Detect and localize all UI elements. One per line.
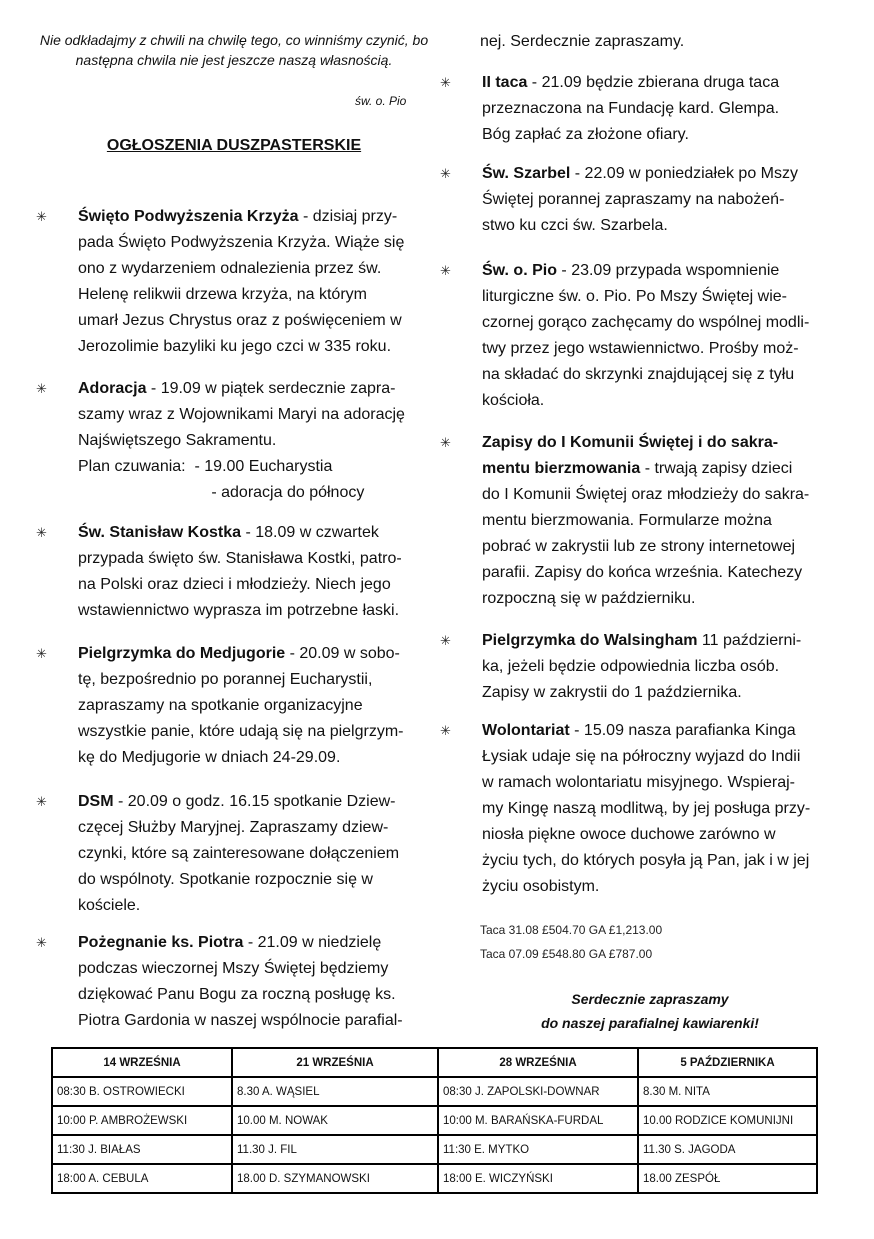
announcement-line: Helenę relikwii drzewa krzyża, na którym — [78, 286, 367, 303]
announcement-line: umarł Jezus Chrystus oraz z poświęceniem w — [78, 312, 402, 329]
announcement-line: - adoracja do północy — [78, 484, 365, 501]
bullet-icon: ✳ — [36, 525, 47, 540]
schedule-row — [52, 1135, 817, 1164]
announcement-line: Pożegnanie ks. Piotra - 21.09 w niedzielę — [78, 934, 382, 951]
schedule-table — [51, 1047, 818, 1194]
bullet-icon: ✳ — [440, 263, 451, 278]
announcement-line: II taca - 21.09 będzie zbierana druga taca — [482, 74, 780, 91]
schedule-cell: 11.30 S. JAGODA — [638, 1135, 817, 1164]
announcement-line: kościoła. — [482, 392, 545, 409]
announcement-line: Łysiak udaje się na półroczny wyjazd do Indii — [482, 748, 801, 765]
announcement-line: niosła piękne owoce duchowe zarówno w — [482, 826, 776, 843]
announcement-line: rozpoczną się w październiku. — [482, 590, 696, 607]
schedule-row — [52, 1077, 817, 1106]
announcement-line: życiu osobistym. — [482, 878, 600, 895]
schedule-row — [52, 1164, 817, 1193]
announcement-line: w ramach wolontariatu misyjnego. Wspieraj- — [482, 774, 795, 791]
schedule-cell: 11:30 E. MYTKO — [438, 1135, 638, 1164]
announcement-line: częcej Służby Maryjnej. Zapraszamy dziew- — [78, 819, 389, 836]
announcement-line: Św. Stanisław Kostka - 18.09 w czwartek — [78, 524, 379, 541]
announcement-line: liturgiczne św. o. Pio. Po Mszy Świętej wie- — [482, 288, 787, 305]
schedule-cell: 10:00 P. AMBROŻEWSKI — [52, 1106, 232, 1135]
invite-line-1: Serdecznie zapraszamy — [571, 991, 729, 1007]
announcement-line: pobrać w zakrystii lub ze strony internetowej — [482, 538, 796, 555]
schedule-cell: 18:00 E. WICZYŃSKI — [438, 1164, 638, 1193]
invite-line-2: do naszej parafialnej kawiarenki! — [541, 1015, 759, 1031]
announcement-line: wstawiennictwo wyprasza im potrzebne łaski. — [78, 602, 400, 619]
announcement-line: ono z wydarzeniem odnalezienia przez św. — [78, 260, 382, 277]
announcement-line: do wspólnoty. Spotkanie rozpocznie się w — [78, 871, 373, 888]
schedule-cell: 18:00 A. CEBULA — [52, 1164, 232, 1193]
schedule-cell: 11:30 J. BIAŁAS — [52, 1135, 232, 1164]
announcement-line: życiu tych, do których posyła ją Pan, jak i w jej — [482, 852, 810, 869]
announcement-line: DSM - 20.09 o godz. 16.15 spotkanie Dziew- — [78, 793, 396, 810]
announcement-line: Piotra Gardonia w naszej wspólnocie parafial- — [78, 1012, 403, 1029]
page-title: OGŁOSZENIA DUSZPASTERSKIE — [106, 137, 362, 154]
bullet-icon: ✳ — [36, 794, 47, 809]
right-top-line: nej. Serdecznie zapraszamy. — [480, 33, 685, 50]
announcement-line: Wolontariat - 15.09 nasza parafianka Kinga — [482, 722, 796, 739]
schedule-cell: 8.30 M. NITA — [638, 1077, 817, 1106]
schedule-cell: 11.30 J. FIL — [232, 1135, 438, 1164]
bullet-icon: ✳ — [36, 381, 47, 396]
announcement-line: szamy wraz z Wojownikami Maryi na adorację — [78, 406, 405, 423]
announcement-line: mentu bierzmowania - trwają zapisy dzieci — [482, 460, 793, 477]
bullet-icon: ✳ — [440, 435, 451, 450]
quote-text: Nie odkładajmy z chwili na chwilę tego, co winniśmy czynić, bo następna chwila nie jest jeszcze naszą własnością. — [39, 32, 429, 68]
schedule-header: 28 WRZEŚNIA — [438, 1048, 638, 1077]
announcement-line: Zapisy do I Komunii Świętej i do sakra- — [482, 434, 779, 451]
bullet-icon: ✳ — [440, 723, 451, 738]
announcement-line: czynki, które są zainteresowane dołączeniem — [78, 845, 400, 862]
schedule-row — [52, 1106, 817, 1135]
announcement-line: parafii. Zapisy do końca września. Katechezy — [482, 564, 803, 581]
schedule-cell: 08:30 B. OSTROWIECKI — [52, 1077, 232, 1106]
schedule-cell: 8.30 A. WĄSIEL — [232, 1077, 438, 1106]
schedule-header: 14 WRZEŚNIA — [52, 1048, 232, 1077]
announcement-line: stwo ku czci św. Szarbela. — [482, 217, 668, 234]
schedule-header-row — [52, 1048, 817, 1077]
taca-line-2: Taca 07.09 £548.80 GA £787.00 — [480, 947, 653, 961]
announcement-line: Jerozolimie bazyliki ku jego czci w 335 roku. — [78, 338, 392, 355]
bullet-icon: ✳ — [440, 75, 451, 90]
announcement-line: wszystkie panie, które udają się na pielgrzym- — [78, 723, 404, 740]
schedule-cell: 10:00 M. BARAŃSKA-FURDAL — [438, 1106, 638, 1135]
schedule-cell: 08:30 J. ZAPOLSKI-DOWNAR — [438, 1077, 638, 1106]
announcement-line: Św. o. Pio - 23.09 przypada wspomnienie — [482, 262, 780, 279]
bullet-icon: ✳ — [440, 633, 451, 648]
announcement-line: zapraszamy na spotkanie organizacyjne — [78, 697, 363, 714]
taca-line-1: Taca 31.08 £504.70 GA £1,213.00 — [480, 923, 663, 937]
announcement-line: twy przez jego wstawiennictwo. Prośby moż- — [482, 340, 799, 357]
announcement-line: kościele. — [78, 897, 141, 914]
schedule-cell: 10.00 M. NOWAK — [232, 1106, 438, 1135]
announcement-line: Plan czuwania: - 19.00 Eucharystia — [78, 458, 333, 475]
announcement-line: Adoracja - 19.09 w piątek serdecznie zapra- — [78, 380, 396, 397]
announcement-line: Zapisy w zakrystii do 1 października. — [482, 684, 742, 701]
announcement-line: tę, bezpośrednio po porannej Eucharystii, — [78, 671, 373, 688]
announcement-line: do I Komunii Świętej oraz młodzieży do sakra- — [482, 486, 810, 503]
announcement-line: dziękować Panu Bogu za roczną posługę ks. — [78, 986, 396, 1003]
announcement-line: Pielgrzymka do Medjugorie - 20.09 w sobo- — [78, 645, 400, 662]
bullet-icon: ✳ — [36, 209, 47, 224]
announcement-line: Świętej porannej zapraszamy na nabożeń- — [482, 191, 785, 208]
schedule-cell: 18.00 ZESPÓŁ — [638, 1164, 817, 1193]
bullet-icon: ✳ — [440, 166, 451, 181]
announcement-line: na składać do skrzynki znajdującej się z tyłu — [482, 366, 795, 383]
schedule-header: 5 PAŹDZIERNIKA — [638, 1048, 817, 1077]
announcement-line: czornej gorąco zachęcamy do wspólnej modli- — [482, 314, 810, 331]
announcement-line: przypada święto św. Stanisława Kostki, patro- — [78, 550, 402, 567]
announcement-line: kę do Medjugorie w dniach 24-29.09. — [78, 749, 341, 766]
schedule-header: 21 WRZEŚNIA — [232, 1048, 438, 1077]
announcement-line: przeznaczona na Fundację kard. Glempa. — [482, 100, 780, 117]
announcement-line: pada Święto Podwyższenia Krzyża. Wiąże się — [78, 234, 405, 251]
bullet-icon: ✳ — [36, 935, 47, 950]
announcement-line: na Polski oraz dzieci i młodzieży. Niech jego — [78, 576, 391, 593]
bullet-icon: ✳ — [36, 646, 47, 661]
schedule-cell: 18.00 D. SZYMANOWSKI — [232, 1164, 438, 1193]
announcement-line: ka, jeżeli będzie odpowiednia liczba osób. — [482, 658, 780, 675]
announcement-line: Pielgrzymka do Walsingham 11 październi- — [482, 632, 802, 649]
announcement-line: Święto Podwyższenia Krzyża - dzisiaj przy- — [78, 208, 398, 225]
announcement-line: my Kingę naszą modlitwą, by jej posługa przy- — [482, 800, 811, 817]
announcement-line: podczas wieczornej Mszy Świętej będziemy — [78, 960, 389, 977]
announcement-line: Bóg zapłać za złożone ofiary. — [482, 126, 689, 143]
announcement-line: Najświętszego Sakramentu. — [78, 432, 277, 449]
announcement-line: mentu bierzmowania. Formularze można — [482, 512, 772, 529]
quote-author: św. o. Pio — [355, 94, 407, 108]
schedule-cell: 10.00 RODZICE KOMUNIJNI — [638, 1106, 817, 1135]
announcement-line: Św. Szarbel - 22.09 w poniedziałek po Mszy — [482, 165, 798, 182]
